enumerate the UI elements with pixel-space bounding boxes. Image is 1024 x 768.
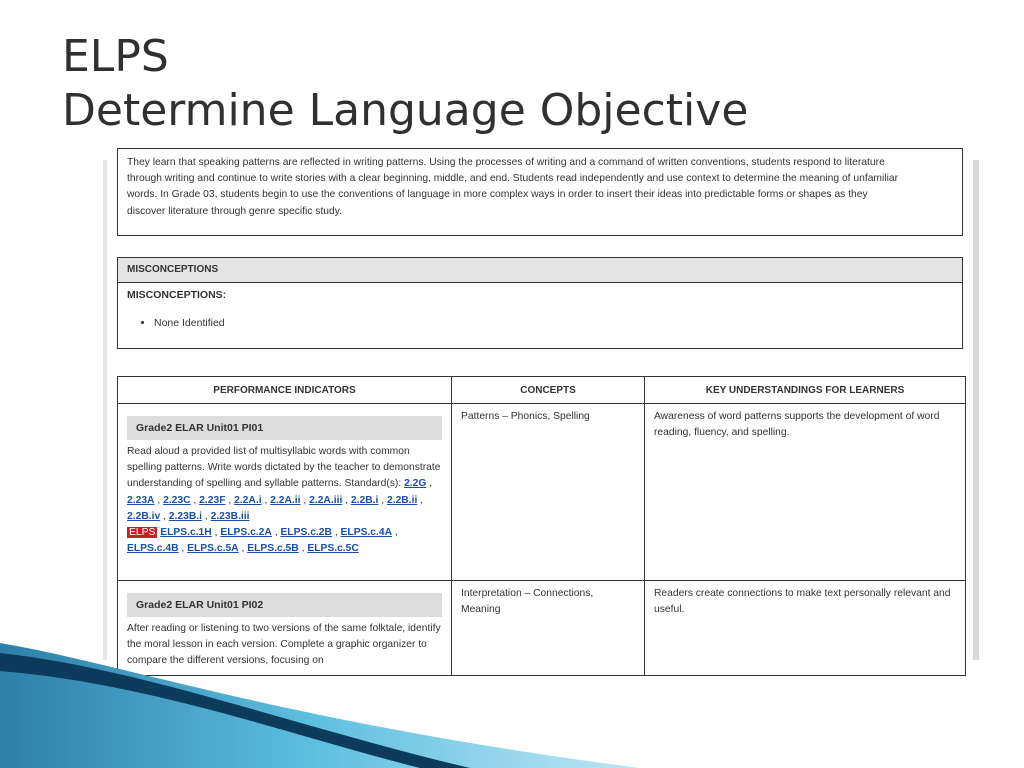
screenshot-left-edge [103,160,107,660]
slide-title-line-2: Determine Language Objective [62,85,749,136]
misconceptions-header: MISCONCEPTIONS [118,258,962,283]
indicator-description: Read aloud a provided list of multisyllabic words with common spelling patterns. Write words dictated by the teacher to demonstrate understanding of spelling and syllable patterns. [127,446,441,490]
standard-link[interactable]: 2.2B.i [350,494,379,506]
standards-links: 2.2G , 2.23A , 2.23C , 2.23F , 2.2A.i , 2.2A.ii , 2.2A.iii , 2.2B.i , 2.2B.ii , 2.2B.iv , 2.23B.i , 2.23B.iii [127,478,433,522]
description-line: discover literature through genre specific study. [127,205,343,217]
standard-link[interactable]: 2.23B.iii [210,510,250,522]
standard-link[interactable]: 2.2B.ii [386,494,418,506]
decorative-swoosh [0,643,640,768]
standard-link[interactable]: ELPS.c.4A [340,527,393,539]
standard-link[interactable]: 2.2B.iv [127,510,161,522]
standard-link[interactable]: ELPS.c.1H [160,527,212,539]
description-line: words. In Grade 03, students begin to use the conventions of language in more complex ways in order to insert their ideas into predictable forms or shapes as they [127,189,868,201]
standard-link[interactable]: ELPS.c.5B [247,543,299,555]
description-line: through writing and continue to write stories with a clear beginning, middle, and end. Students read independently and use context to determine the meaning of unfamiliar [127,173,899,185]
standard-link[interactable]: ELPS.c.2A [220,527,272,539]
performance-indicator-text [127,444,442,557]
table-row [118,404,966,581]
indicator-description: After reading or listening to two versions of the same folktale, identify the moral lesson in each version. Complete a graphic organizer to compare the different versions, focusing on [127,623,441,667]
screenshot-scrollbar[interactable] [973,160,979,660]
standard-link[interactable]: 2.23B.i [168,510,202,522]
grade-label: Grade2 ELAR Unit01 PI01 [127,416,442,440]
description-line: They learn that speaking patterns are reflected in writing patterns. Using the processes of writing and a command of written conventions, students respond to literature [127,157,885,168]
standard-link[interactable]: 2.2A.ii [270,494,301,506]
standard-link[interactable]: 2.2A.i [234,494,262,506]
concept-cell: Patterns – Phonics, Spelling [452,404,645,581]
slide-title-line-1: ELPS [62,31,169,82]
slide-title [62,30,748,138]
standard-link[interactable]: ELPS.c.4B [127,543,179,555]
standard-link[interactable]: 2.2A.iii [309,494,343,506]
swoosh-light-band [0,643,640,768]
performance-indicator-cell [118,404,452,581]
elps-badge: ELPS [129,527,156,539]
standard-link[interactable]: ELPS.c.5A [187,543,239,555]
misconceptions-panel [117,257,963,349]
embedded-screenshot [103,157,979,667]
misconception-item: • None Identified [154,317,962,329]
grade-label: Grade2 ELAR Unit01 PI02 [127,593,442,617]
understanding-cell: Awareness of word patterns supports the development of word reading, fluency, and spelling. [645,404,966,581]
table-header-row [118,377,966,404]
standards-label: Standard(s): [344,478,405,490]
standard-link[interactable]: 2.2G [404,478,427,490]
standard-link[interactable]: ELPS.c.2B [280,527,332,539]
standard-link[interactable]: 2.23A [127,494,155,506]
standard-link[interactable]: 2.23F [199,494,226,506]
performance-indicators-table [117,376,966,676]
description-box [117,148,963,236]
header-concepts: CONCEPTS [452,377,645,404]
standard-link[interactable]: ELPS.c.5C [307,543,359,555]
misconceptions-subheader: MISCONCEPTIONS: [127,289,227,301]
header-performance-indicators: PERFORMANCE INDICATORS [118,377,452,404]
elps-links: ELPS.c.1H , ELPS.c.2A , ELPS.c.2B , ELPS.c.4A , ELPS.c.4B , ELPS.c.5A , ELPS.c.5B , ELPS.c.5C [127,527,398,555]
standard-link[interactable]: 2.23C [163,494,191,506]
misconceptions-list [118,317,962,329]
header-key-understandings: KEY UNDERSTANDINGS FOR LEARNERS [645,377,966,404]
concept-cell: Interpretation – Connections, Meaning [452,581,645,676]
understanding-cell: Readers create connections to make text personally relevant and useful. [645,581,966,676]
